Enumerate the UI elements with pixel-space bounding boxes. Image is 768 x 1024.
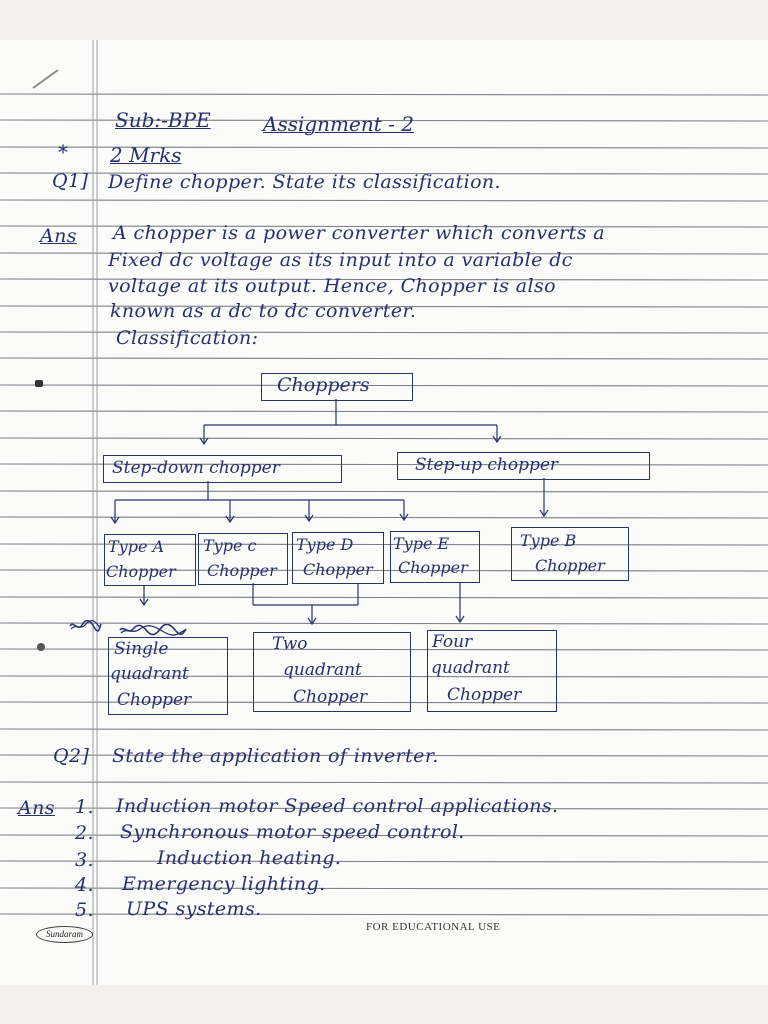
four-quadrant-line3: Chopper <box>447 685 522 705</box>
a1-line: voltage at its output. Hence, Chopper is also <box>108 275 556 297</box>
classification-label: Classification: <box>116 327 259 349</box>
q1-label: Q1] <box>52 170 89 192</box>
star-marker: * <box>58 140 68 164</box>
four-quadrant-line2: quadrant <box>431 658 510 678</box>
two-quadrant-line1: Two <box>272 634 308 654</box>
a2-item-text: Synchronous motor speed control. <box>120 821 465 843</box>
a2-item-number: 1. <box>75 796 94 818</box>
four-quadrant-line1: Four <box>432 632 473 652</box>
a2-item-number: 3. <box>75 849 94 871</box>
a2-item-number: 5. <box>75 899 94 921</box>
single-quadrant-line2: quadrant <box>110 664 189 684</box>
type-d-line2: Chopper <box>303 560 373 579</box>
assignment-heading: Assignment - 2 <box>263 112 414 136</box>
q2-label: Q2] <box>53 745 90 767</box>
type-a-line2: Chopper <box>106 562 176 581</box>
a1-line: Fixed dc voltage as its input into a variable dc <box>108 249 573 271</box>
brand-logo: Sundaram <box>36 926 93 943</box>
q1-text: Define chopper. State its classification. <box>108 171 501 193</box>
a1-line: A chopper is a power converter which converts a <box>113 222 606 244</box>
a2-item-number: 4. <box>75 874 94 896</box>
step-up-label: Step-up chopper <box>415 455 559 475</box>
step-down-label: Step-down chopper <box>112 458 280 478</box>
marks-heading: 2 Mrks <box>110 143 182 167</box>
a2-item-number: 2. <box>75 822 94 844</box>
educational-use-label: FOR EDUCATIONAL USE <box>366 921 501 933</box>
a2-item-text: UPS systems. <box>126 898 262 920</box>
q2-text: State the application of inverter. <box>112 745 439 767</box>
type-e-line2: Chopper <box>398 558 468 577</box>
type-e-line1: Type E <box>393 534 450 553</box>
type-d-line1: Type D <box>296 535 354 554</box>
a2-item-text: Induction motor Speed control applications. <box>116 795 559 817</box>
type-b-line1: Type B <box>520 531 577 550</box>
a1-label: Ans <box>40 225 77 247</box>
type-c-line2: Chopper <box>207 561 277 580</box>
two-quadrant-line2: quadrant <box>283 660 362 680</box>
a2-label: Ans <box>18 797 55 819</box>
type-b-line2: Chopper <box>535 556 605 575</box>
single-quadrant-line3: Chopper <box>117 690 192 710</box>
a2-item-text: Emergency lighting. <box>122 873 326 895</box>
a1-line: known as a dc to dc converter. <box>110 300 417 322</box>
a2-item-text: Induction heating. <box>157 847 342 869</box>
single-quadrant-line1: Single <box>114 639 169 659</box>
type-c-line1: Type c <box>203 536 257 555</box>
choppers-root-label: Choppers <box>277 374 370 396</box>
two-quadrant-line3: Chopper <box>293 687 368 707</box>
type-a-line1: Type A <box>108 537 165 556</box>
subject-heading: Sub:-BPE <box>115 108 211 132</box>
